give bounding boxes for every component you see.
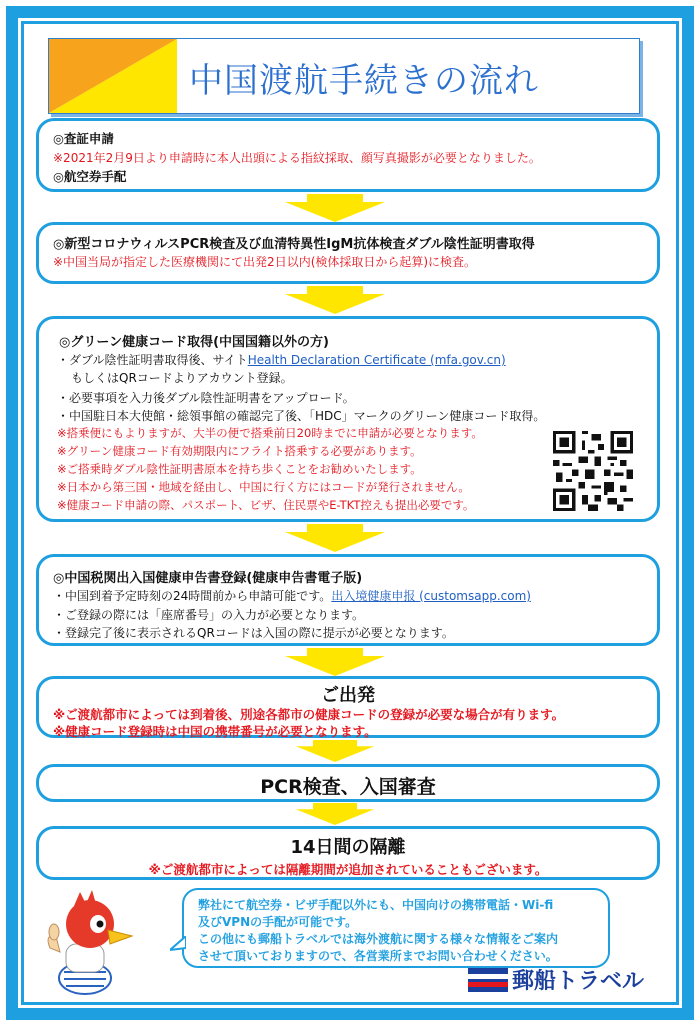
down-arrow-icon <box>285 740 385 762</box>
pcr-cert-heading: ◎新型コロナウィルスPCR検査及び血清特異性IgM抗体検査ダブル陰性証明書取得 <box>53 237 535 252</box>
customs-bullet-2: ・ご登録の際には「座席番号」の入力が必要となります。 <box>53 608 365 622</box>
bubble-line-1: 弊社にて航空券・ビザ手配以外にも、中国向けの携帯電話・Wi-fi <box>198 898 554 912</box>
green-code-note-5: ※健康コード申請の際、パスポート、ビザ、住民票やE-TKT控えも提出必要です。 <box>57 498 475 512</box>
green-code-bullet-2: ・必要事項を入力後ダブル陰性証明書をアップロード。 <box>57 391 355 405</box>
visa-heading: ◎査証申請 <box>53 131 114 146</box>
yusen-travel-logo <box>468 964 658 994</box>
green-code-note-2: ※グリーン健康コード有効期限内にフライト搭乗する必要があります。 <box>57 444 422 458</box>
bubble-line-2: 及びVPNの手配が可能です。 <box>198 915 358 929</box>
visa-note: ※2021年2月9日より申請時に本人出頭による指紋採取、顔写真撮影が必要となりました。 <box>53 151 541 165</box>
info-speech-bubble <box>182 888 610 968</box>
customs-app-link[interactable]: 出入境健康申报 (customsapp.com) <box>331 589 531 603</box>
title-triangle-graphic <box>49 39 177 113</box>
down-arrow-icon <box>285 286 385 314</box>
step-immigration-box <box>36 764 660 802</box>
green-code-bullet-1 <box>57 351 506 368</box>
customs-heading: ◎中国税関出入国健康申告書登録(健康申告書電子版) <box>53 571 363 586</box>
green-code-bullet-3: ・中国駐日本大使館・総領事館の確認完了後、「HDC」マークのグリーン健康コード取得。 <box>57 409 546 423</box>
bubble-tail <box>170 936 186 956</box>
page-title: 中国渡航手続きの流れ <box>189 61 539 101</box>
mascot-bird-illustration <box>30 886 140 996</box>
immigration-heading: PCR検査、入国審査 <box>260 776 436 798</box>
step-green-code-box <box>36 316 660 522</box>
logo-text: 郵船トラベル <box>512 969 645 994</box>
step-visa-box <box>36 118 660 192</box>
green-code-note-4: ※日本から第三国・地域を経由し、中国に行く方にはコードが発行されません。 <box>57 480 470 494</box>
qr-code-image[interactable] <box>553 431 633 511</box>
quarantine-note: ※ご渡航都市によっては隔離期間が追加されていることもございます。 <box>148 862 548 877</box>
departure-note-1: ※ご渡航都市によっては到着後、別途各都市の健康コードの登録が必要な場合が有ります。 <box>53 707 565 722</box>
customs-bullet-1 <box>53 587 531 604</box>
step-pcr-cert-box <box>36 222 660 284</box>
pcr-cert-note: ※中国当局が指定した医療機関にて出発2日以内(検体採取日から起算)に検査。 <box>53 255 477 269</box>
departure-note-2: ※健康コード登録時は中国の携帯番号が必要となります。 <box>53 724 377 739</box>
down-arrow-icon <box>285 194 385 222</box>
green-code-bullet-1-cont: もしくはQRコードよりアカウント登録。 <box>71 371 293 385</box>
green-code-note-1: ※搭乗便にもよりますが、大半の便で搭乗前日20時までに申請が必要となります。 <box>57 426 483 440</box>
title-banner <box>48 38 640 114</box>
bubble-line-4: させて頂いておりますので、各営業所までお問い合わせください。 <box>198 949 558 963</box>
customs-bullet-3: ・登録完了後に表示されるQRコードは入国の際に提示が必要となります。 <box>53 626 454 640</box>
bubble-line-3: この他にも郵船トラベルでは海外渡航に関する様々な情報をご案内 <box>198 932 559 946</box>
step-departure-box <box>36 676 660 738</box>
green-code-bullet-1-text: ・ダブル陰性証明書取得後、サイト <box>57 353 248 367</box>
departure-heading: ご出発 <box>321 685 375 706</box>
flag-logo-icon <box>468 966 508 992</box>
down-arrow-icon <box>285 524 385 552</box>
green-code-note-3: ※ご搭乗時ダブル陰性証明書原本を持ち歩くことをお勧めいたします。 <box>57 462 422 476</box>
hdc-site-link[interactable]: Health Declaration Certificate (mfa.gov.cn) <box>247 353 506 367</box>
customs-bullet-1-text: ・中国到着予定時刻の24時間前から申請可能です。 <box>53 589 332 603</box>
down-arrow-icon <box>285 648 385 676</box>
down-arrow-icon <box>285 803 385 825</box>
green-code-heading: ◎グリーン健康コード取得(中国国籍以外の方) <box>59 335 329 350</box>
step-quarantine-box <box>36 826 660 880</box>
quarantine-heading: 14日間の隔離 <box>290 837 406 858</box>
air-ticket-heading: ◎航空券手配 <box>53 169 127 184</box>
step-customs-box <box>36 554 660 646</box>
